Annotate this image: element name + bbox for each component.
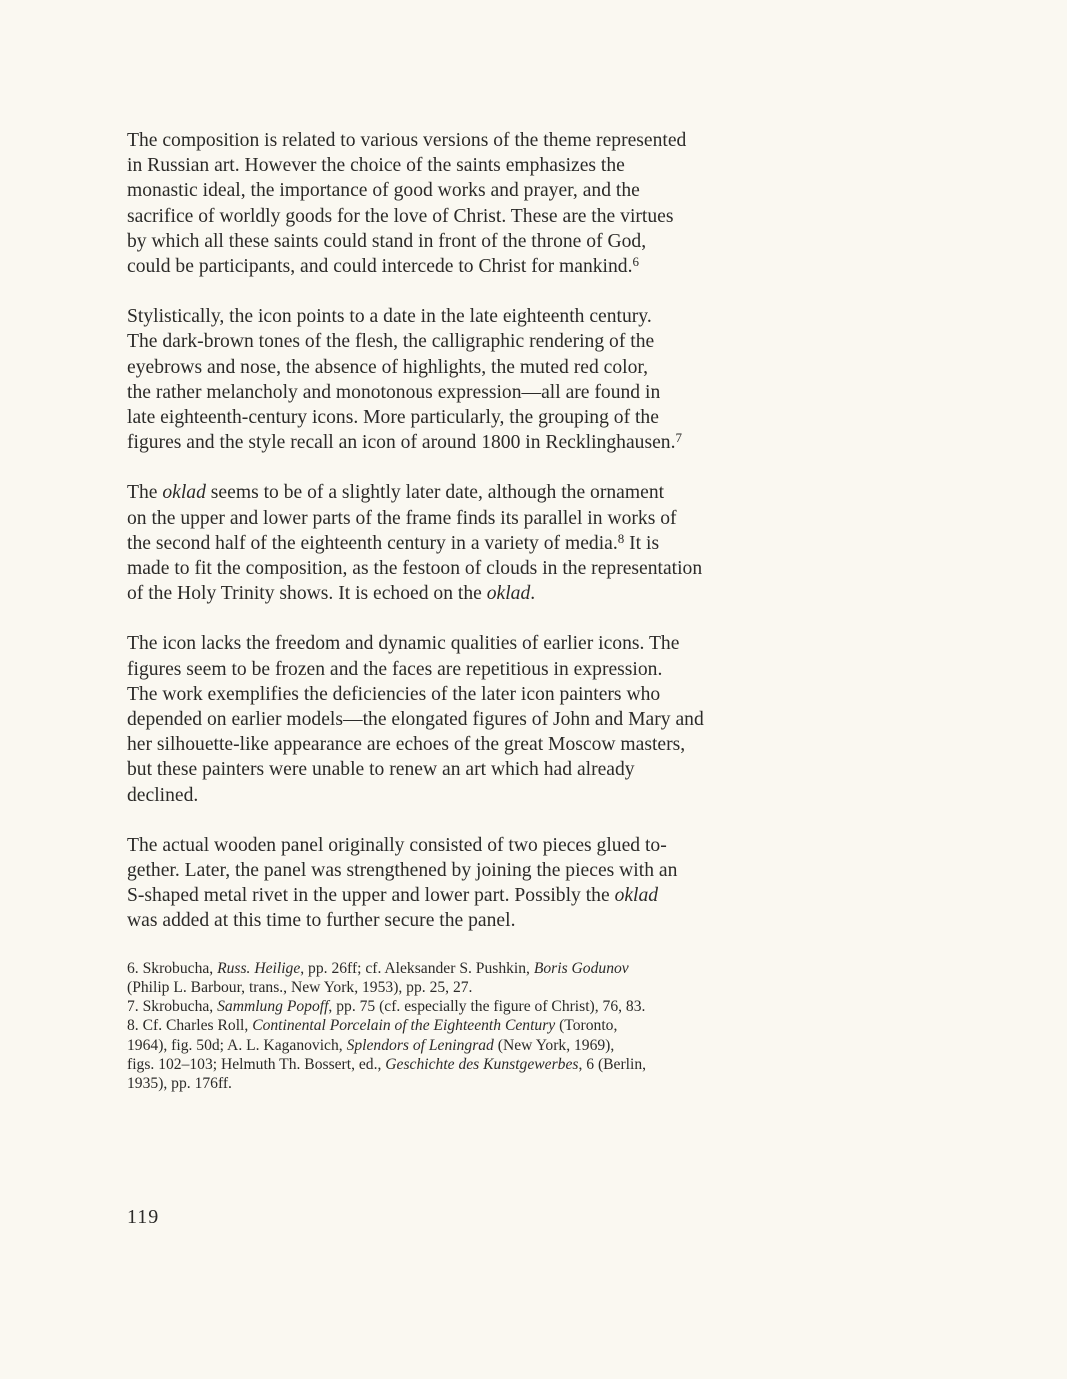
paragraph [127, 833, 807, 934]
footnote-line: figs. 102–103; Helmuth Th. Bossert, ed., Geschichte des Kunstgewerbes, 6 (Berlin, [127, 1055, 647, 1073]
footnotes [127, 959, 807, 1093]
text-line: on the upper and lower parts of the frame finds its parallel in works of [127, 507, 677, 529]
footnote-line: 1935), pp. 176ff. [127, 1074, 232, 1092]
footnote-line: 1964), fig. 50d; A. L. Kaganovich, Splendors of Leningrad (New York, 1969), [127, 1036, 615, 1054]
paragraph [127, 128, 807, 279]
text-line: late eighteenth-century icons. More particularly, the grouping of the [127, 407, 659, 429]
text-line: of the Holy Trinity shows. It is echoed on the oklad. [127, 583, 536, 605]
footnote-marker: 8 [617, 530, 625, 546]
text-line: was added at this time to further secure the panel. [127, 910, 516, 932]
text-line: made to fit the composition, as the festoon of clouds in the representation [127, 558, 703, 580]
footnote-line: (Philip L. Barbour, trans., New York, 1953), pp. 25, 27. [127, 978, 473, 996]
text-line: her silhouette-like appearance are echoes of the great Moscow masters, [127, 734, 686, 756]
footnote-marker: 6 [632, 254, 639, 270]
text-line: figures and the style recall an icon of around 1800 in Recklinghausen.$^7$ [127, 430, 682, 454]
body-text [127, 128, 807, 934]
paragraph [127, 480, 807, 606]
text-line: The work exemplifies the deficiencies of the later icon painters who [127, 683, 661, 705]
text-line: S-shaped metal rivet in the upper and lower part. Possibly the oklad [127, 885, 659, 907]
footnote-line: 7. Skrobucha, Sammlung Popoff, pp. 75 (cf. especially the figure of Christ), 76, 83. [127, 998, 646, 1016]
text-line: The icon lacks the freedom and dynamic qualities of earlier icons. The [127, 633, 680, 655]
text-line: in Russian art. However the choice of the saints emphasizes the [127, 155, 625, 177]
text-line: the second half of the eighteenth century in a variety of media.$^8$ It is [127, 530, 660, 554]
text-line: could be participants, and could intercede to Christ for mankind.$^6$ [127, 254, 639, 278]
text-line: by which all these saints could stand in front of the throne of God, [127, 230, 647, 252]
text-line: The dark-brown tones of the flesh, the calligraphic rendering of the [127, 331, 655, 353]
text-line: The oklad seems to be of a slightly later date, although the ornament [127, 482, 665, 504]
text-line: depended on earlier models—the elongated figures of John and Mary and [127, 709, 704, 731]
text-line: monastic ideal, the importance of good works and prayer, and the [127, 180, 640, 202]
text-line: sacrifice of worldly goods for the love of Christ. These are the virtues [127, 205, 674, 227]
text-line: Stylistically, the icon points to a date in the late eighteenth century. [127, 306, 652, 328]
text-line: The composition is related to various versions of the theme represented [127, 130, 687, 151]
footnote-line: 6. Skrobucha, Russ. Heilige, pp. 26ff; cf. Aleksander S. Pushkin, Boris Godunov [127, 959, 629, 977]
text-line: The actual wooden panel originally consisted of two pieces glued to- [127, 834, 667, 856]
page-number: 119 [127, 1206, 160, 1228]
footnote-marker: 7 [675, 430, 682, 446]
text-line: eyebrows and nose, the absence of highlights, the muted red color, [127, 356, 649, 378]
text-line: figures seem to be frozen and the faces are repetitious in expression. [127, 658, 663, 680]
footnote-line: 8. Cf. Charles Roll, Continental Porcelain of the Eighteenth Century (Toronto, [127, 1017, 618, 1035]
text-line: declined. [127, 784, 199, 806]
paragraph [127, 304, 807, 455]
text-line: gether. Later, the panel was strengthened by joining the pieces with an [127, 860, 678, 882]
paragraph [127, 631, 807, 807]
text-line: the rather melancholy and monotonous expression—all are found in [127, 381, 661, 403]
page-body [127, 128, 807, 1093]
text-line: but these painters were unable to renew an art which had already [127, 759, 635, 781]
